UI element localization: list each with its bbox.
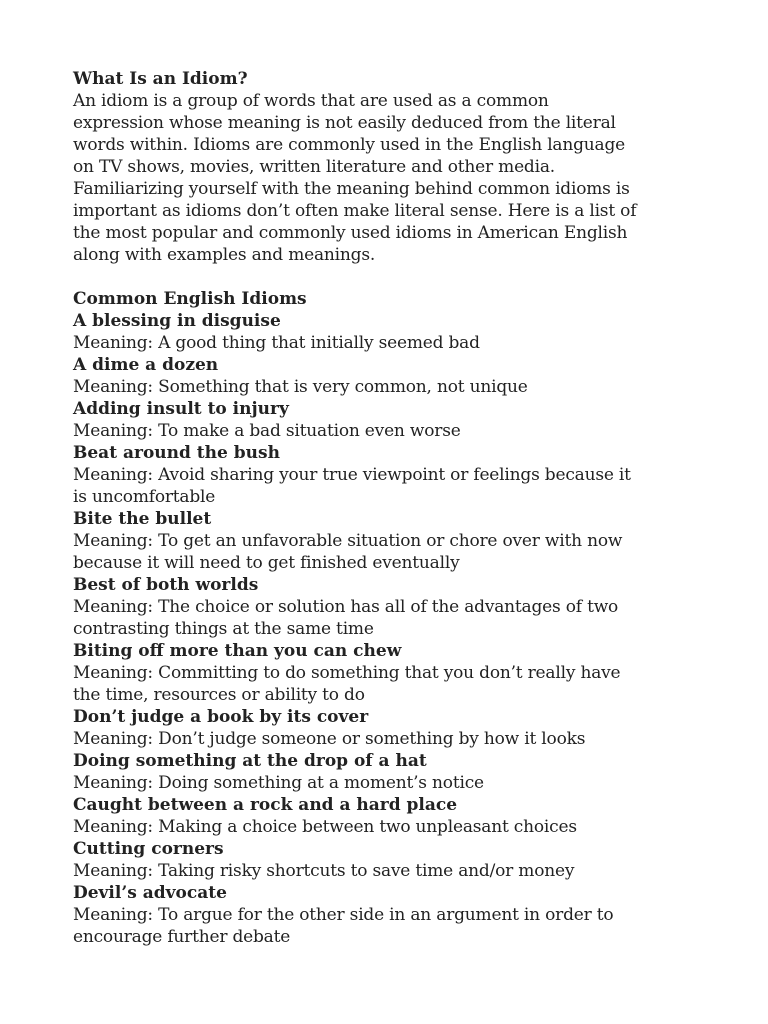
intro-heading: What Is an Idiom? — [73, 69, 248, 89]
idiom-entry — [73, 838, 713, 882]
section-spacer — [73, 266, 713, 288]
idiom-term: Cutting corners — [73, 839, 224, 859]
intro-line: expression whose meaning is not easily deduced from the literal — [73, 113, 616, 133]
idiom-term: Caught between a rock and a hard place — [73, 795, 458, 815]
idiom-meaning: Meaning: To make a bad situation even worse — [73, 421, 461, 441]
document-page — [73, 68, 713, 948]
idiom-meaning: Meaning: Committing to do something that you don’t really have — [73, 663, 621, 683]
idiom-meaning: the time, resources or ability to do — [73, 685, 365, 705]
idiom-meaning: Meaning: To get an unfavorable situation or chore over with now — [73, 531, 623, 551]
idiom-term: Adding insult to injury — [73, 399, 289, 419]
intro-line: important as idioms don’t often make literal sense. Here is a list of — [73, 201, 637, 221]
idiom-entry — [73, 794, 713, 838]
idiom-entry — [73, 882, 713, 948]
idiom-meaning: Meaning: To argue for the other side in an argument in order to — [73, 905, 614, 925]
intro-line: An idiom is a group of words that are used as a common — [73, 91, 549, 111]
idiom-entry — [73, 574, 713, 640]
idiom-term: Best of both worlds — [73, 575, 259, 595]
idiom-meaning: is uncomfortable — [73, 487, 216, 507]
idiom-term: Doing something at the drop of a hat — [73, 751, 427, 771]
idiom-meaning: Meaning: Something that is very common, not unique — [73, 377, 528, 397]
idiom-entry — [73, 508, 713, 574]
idiom-meaning: Meaning: Avoid sharing your true viewpoint or feelings because it — [73, 465, 631, 485]
idiom-meaning: because it will need to get finished eventually — [73, 553, 460, 573]
idiom-entry — [73, 354, 713, 398]
idiom-term: Bite the bullet — [73, 509, 212, 529]
intro-line: Familiarizing yourself with the meaning behind common idioms is — [73, 179, 630, 199]
idiom-entry — [73, 398, 713, 442]
idiom-term: A dime a dozen — [73, 355, 219, 375]
idiom-term: Biting off more than you can chew — [73, 641, 402, 661]
intro-line: words within. Idioms are commonly used in the English language — [73, 135, 626, 155]
idiom-meaning: Meaning: Doing something at a moment’s notice — [73, 773, 484, 793]
list-heading: Common English Idioms — [73, 289, 307, 309]
idiom-entry — [73, 640, 713, 706]
intro-line: the most popular and commonly used idioms in American English — [73, 223, 628, 243]
idiom-entry — [73, 310, 713, 354]
idiom-term: A blessing in disguise — [73, 311, 281, 331]
intro-line: on TV shows, movies, written literature and other media. — [73, 157, 555, 177]
idiom-meaning: encourage further debate — [73, 927, 291, 947]
idiom-meaning: Meaning: The choice or solution has all of the advantages of two — [73, 597, 619, 617]
idiom-meaning: Meaning: Making a choice between two unpleasant choices — [73, 817, 577, 837]
idiom-list — [73, 310, 713, 948]
idiom-term: Devil’s advocate — [73, 883, 227, 903]
idiom-entry — [73, 442, 713, 508]
idiom-meaning: Meaning: Don’t judge someone or something by how it looks — [73, 729, 586, 749]
idiom-meaning: Meaning: A good thing that initially seemed bad — [73, 333, 480, 353]
intro-line: along with examples and meanings. — [73, 245, 376, 265]
intro-paragraph — [73, 90, 713, 266]
idiom-entry — [73, 750, 713, 794]
idiom-meaning: contrasting things at the same time — [73, 619, 374, 639]
idiom-meaning: Meaning: Taking risky shortcuts to save time and/or money — [73, 861, 575, 881]
idiom-term: Beat around the bush — [73, 443, 280, 463]
idiom-entry — [73, 706, 713, 750]
idiom-term: Don’t judge a book by its cover — [73, 707, 369, 727]
